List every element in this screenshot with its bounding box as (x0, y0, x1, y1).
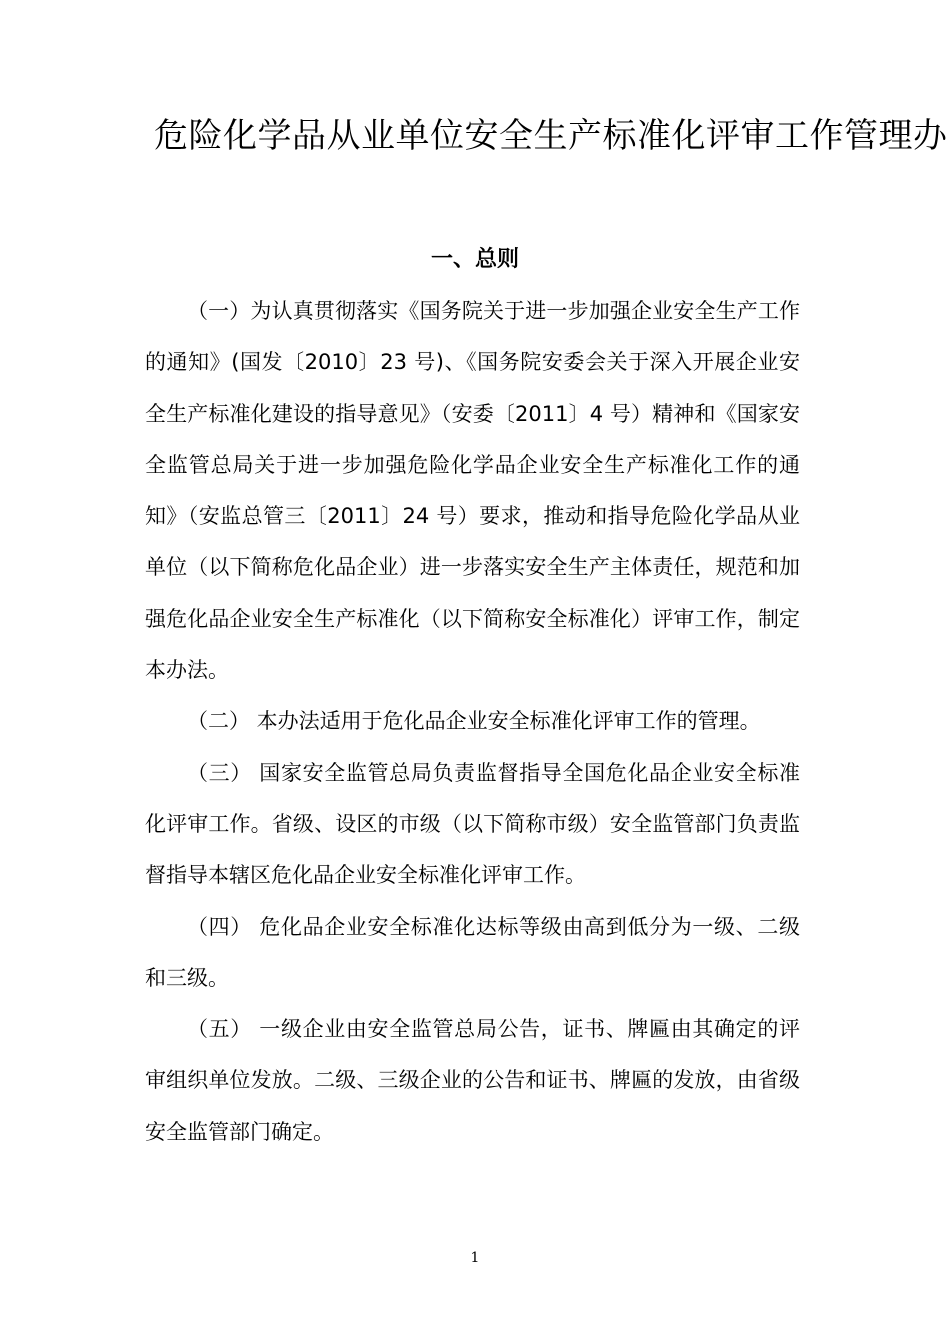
document-body (145, 286, 800, 1158)
paragraph-1: （一）为认真贯彻落实《国务院关于进一步加强企业安全生产工作的通知》(国发〔2010〕23 号)、《国务院安委会关于深入开展企业安全生产标准化建设的指导意见》（安委〔2011〕4 号）精神和《国家安全监管总局关于进一步加强危险化学品企业安全生产标准化工作的通知》（安监总管三〔2011〕24 号）要求，推动和指导危险化学品从业单位（以下简称危化品企业）进一步落实安全生产主体责任，规范和加强危化品企业安全生产标准化（以下简称安全标准化）评审工作，制定本办法。 (145, 299, 800, 683)
paragraph-2: （二） 本办法适用于危化品企业安全标准化评审工作的管理。 (187, 709, 761, 734)
document-title: 危险化学品从业单位安全生产标准化评审工作管理办 (154, 116, 948, 156)
paragraph-4: （四） 危化品企业安全标准化达标等级由高到低分为一级、二级和三级。 (145, 914, 800, 990)
paragraph-3: （三） 国家安全监管总局负责监督指导全国危化品企业安全标准化评审工作。省级、设区的市级（以下简称市级）安全监管部门负责监督指导本辖区危化品企业安全标准化评审工作。 (145, 760, 800, 888)
section-heading: 一、总则 (430, 247, 519, 272)
page-number: 1 (470, 1250, 480, 1266)
paragraph-5: （五） 一级企业由安全监管总局公告，证书、牌匾由其确定的评审组织单位发放。二级、三级企业的公告和证书、牌匾的发放，由省级安全监管部门确定。 (145, 1017, 800, 1144)
